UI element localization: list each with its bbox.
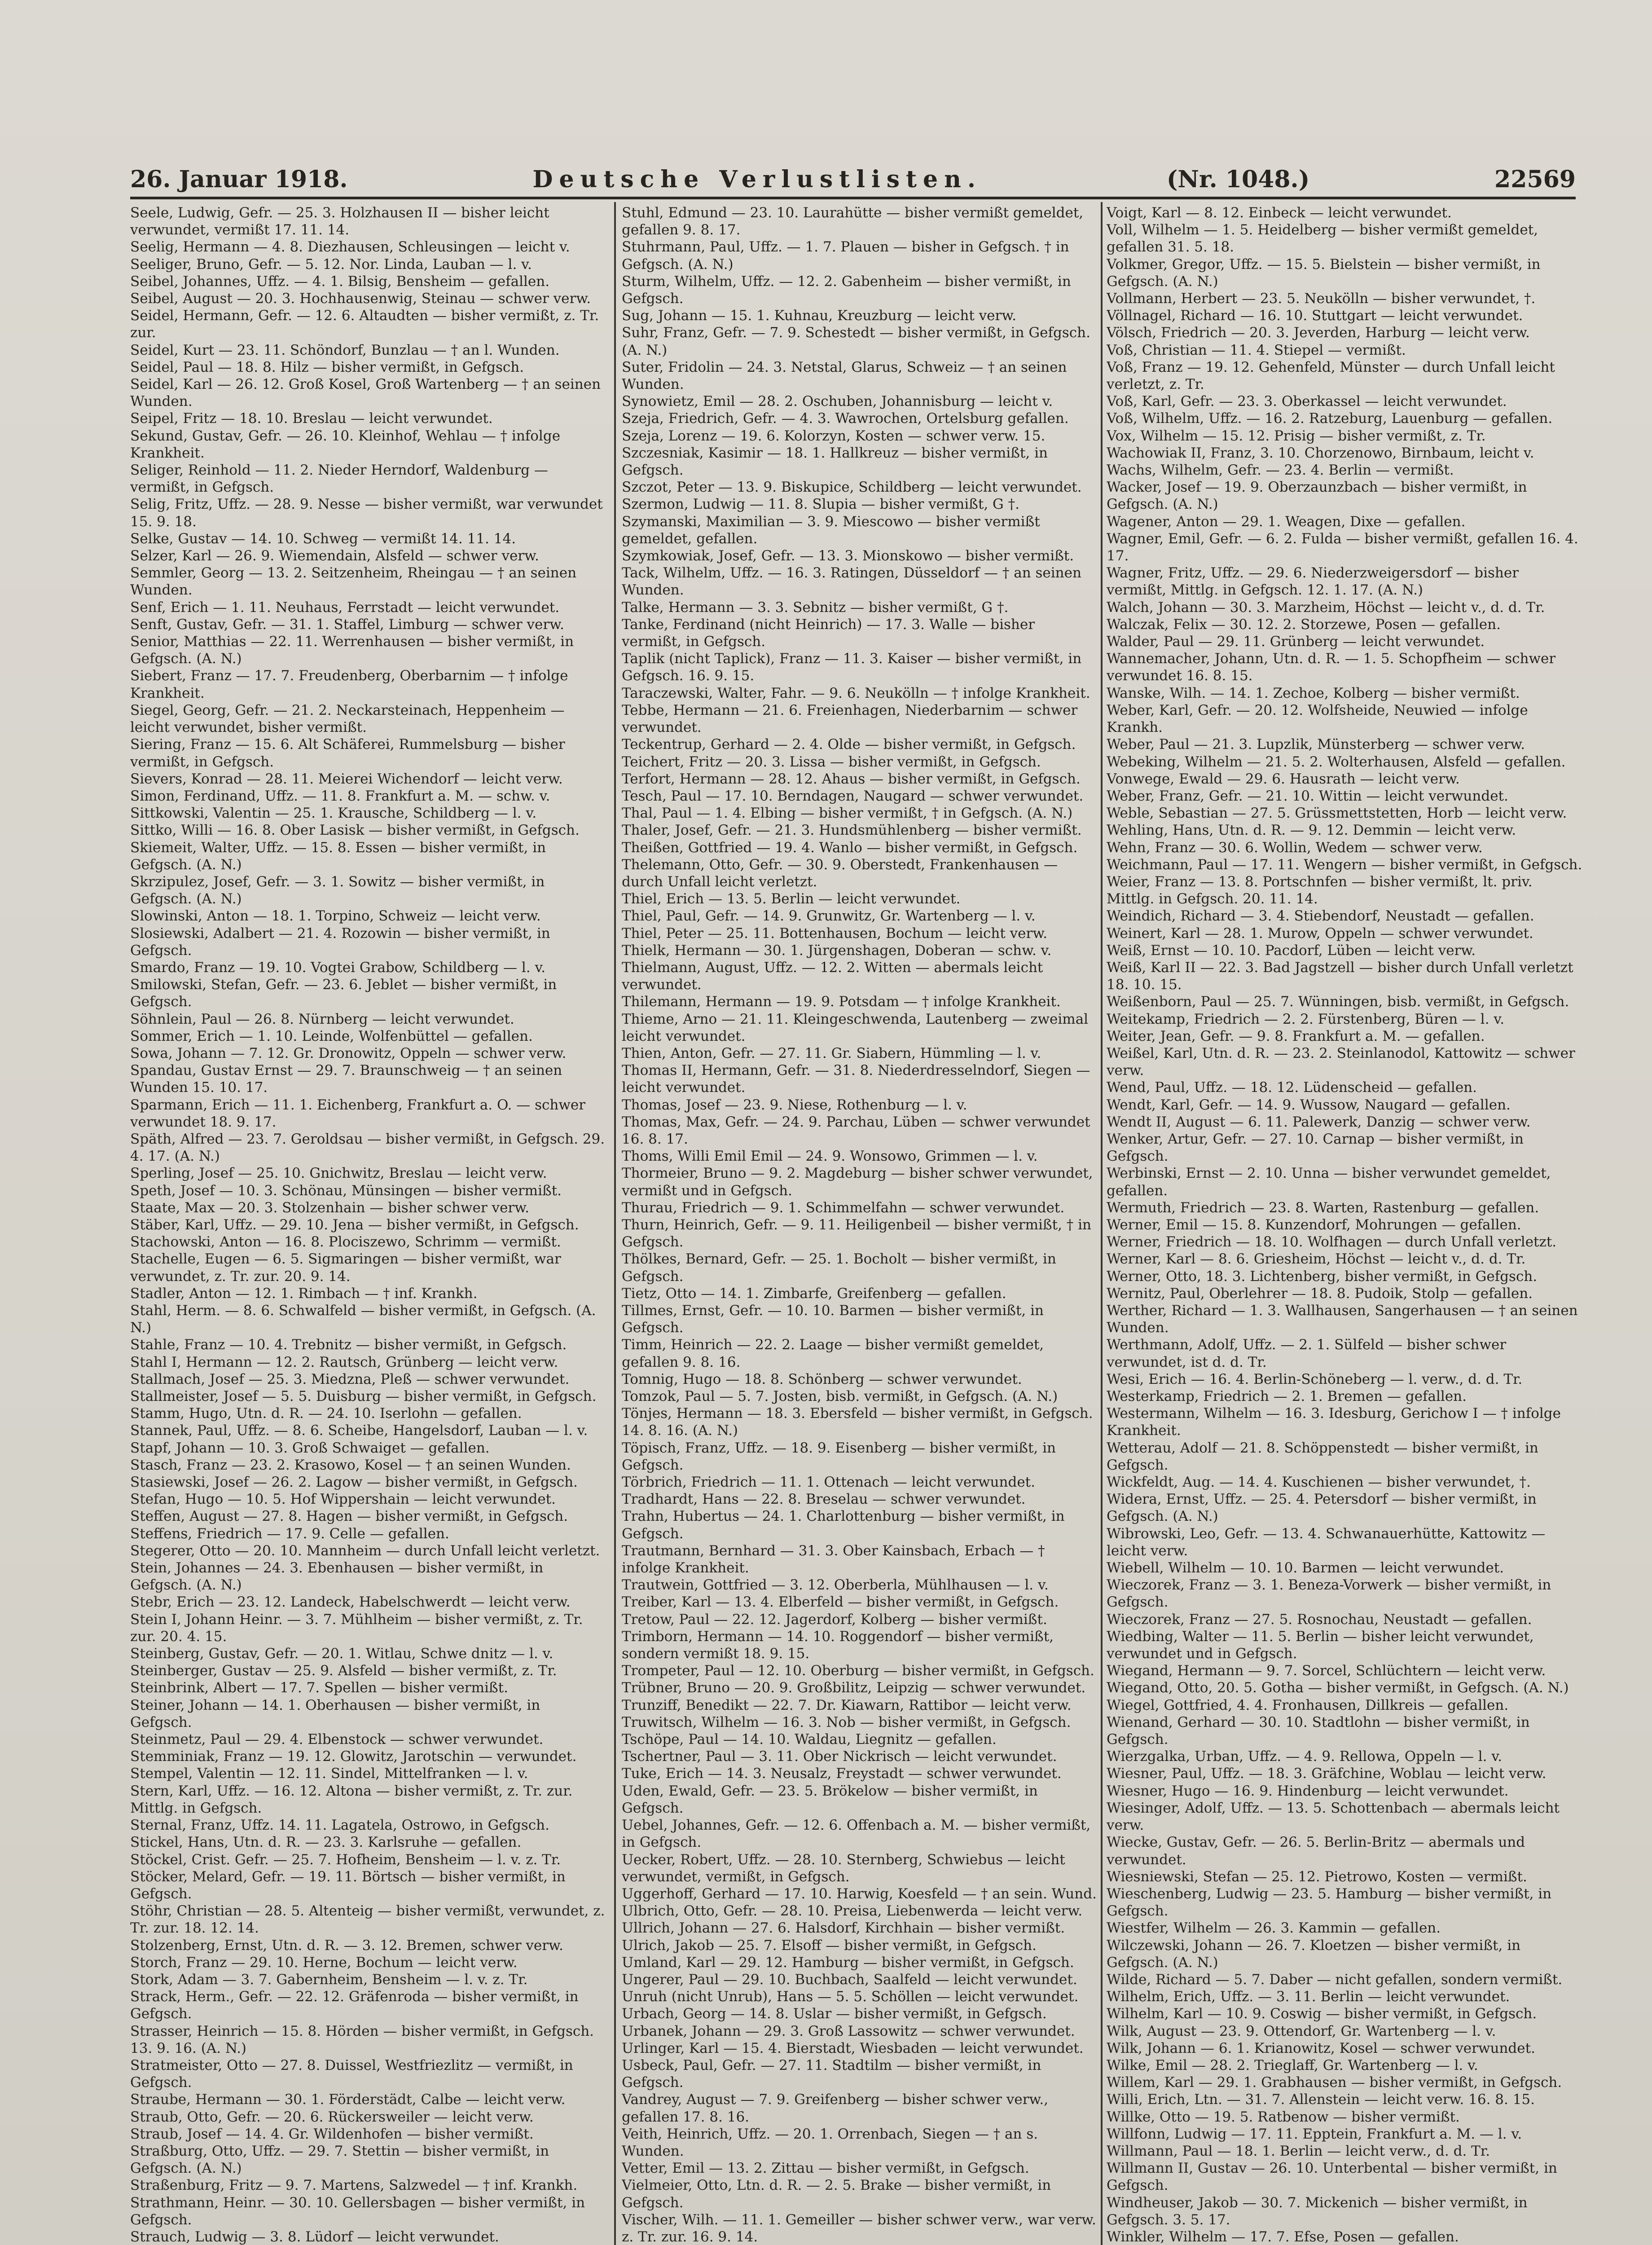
casualty-entry: Vonwege, Ewald — 29. 6. Hausrath — leicht verw. — [1107, 770, 1460, 787]
casualty-entry: Walczak, Felix — 30. 12. 2. Storzewe, Posen — gefallen. — [1107, 616, 1501, 633]
casualty-entry: Steffen, August — 27. 8. Hagen — bisher vermißt, in Gefgsch. — [130, 1508, 568, 1525]
casualty-entry: Wiesner, Paul, Uffz. — 18. 3. Gräfchine, Woblau — leicht verw. — [1107, 1765, 1547, 1782]
casualty-entry: Wagener, Anton — 29. 1. Weagen, Dixe — gefallen. — [1107, 513, 1466, 530]
column-3 — [1107, 204, 1582, 2245]
casualty-entry: Semmler, Georg — 13. 2. Seitzenheim, Rheingau — † an seinen Wunden. — [130, 565, 577, 599]
casualty-entry: Straßenburg, Fritz — 9. 7. Martens, Salzwedel — † inf. Krankh. — [130, 2177, 578, 2194]
casualty-entry: Wilk, August — 23. 9. Ottendorf, Gr. Wartenberg — l. v. — [1107, 2023, 1496, 2039]
casualty-entry: Umland, Karl — 29. 12. Hamburg — bisher vermißt, in Gefgsch. — [622, 1954, 1074, 1971]
casualty-entry: Timm, Heinrich — 22. 2. Laage — bisher vermißt gemeldet, gefallen 9. 8. 16. — [622, 1337, 1044, 1370]
casualty-entry: Sievers, Konrad — 28. 11. Meierei Wichendorf — leicht verw. — [130, 770, 563, 787]
column-divider — [614, 202, 616, 2245]
casualty-entry: Straub, Josef — 14. 4. Gr. Wildenhofen — bisher vermißt. — [130, 2126, 534, 2142]
casualty-entry: Synowietz, Emil — 28. 2. Oschuben, Johannisburg — leicht v. — [622, 393, 1053, 410]
casualty-entry: Wieczorek, Franz — 3. 1. Beneza-Vorwerk — bisher vermißt, in Gefgsch. — [1107, 1577, 1551, 1611]
casualty-entry: Trompeter, Paul — 12. 10. Oberburg — bisher vermißt, in Gefgsch. — [622, 1663, 1094, 1679]
casualty-entry: Selke, Gustav — 14. 10. Schweg — vermißt 14. 11. 14. — [130, 530, 516, 547]
casualty-entry: Tomnig, Hugo — 18. 8. Schönberg — schwer verwundet. — [622, 1371, 1022, 1387]
casualty-entry: Tack, Wilhelm, Uffz. — 16. 3. Ratingen, Düsseldorf — † an seinen Wunden. — [622, 565, 1081, 599]
casualty-entry: Töpisch, Franz, Uffz. — 18. 9. Eisenberg — bisher vermißt, in Gefgsch. — [622, 1439, 1056, 1473]
casualty-entry: Wiegand, Hermann — 9. 7. Sorcel, Schlüchtern — leicht verw. — [1107, 1663, 1546, 1679]
casualty-entry: Winkler, Wilhelm — 17. 7. Efse, Posen — gefallen. — [1107, 2228, 1459, 2245]
casualty-entry: Usbeck, Paul, Gefr. — 27. 11. Stadtilm — bisher vermißt, in Gefgsch. — [622, 2057, 1041, 2091]
casualty-entry: Speth, Josef — 10. 3. Schönau, Münsingen — bisher vermißt. — [130, 1182, 562, 1199]
casualty-entry: Wiegel, Gottfried, 4. 4. Fronhausen, Dillkreis — gefallen. — [1107, 1697, 1509, 1713]
casualty-entry: Steinmetz, Paul — 29. 4. Elbenstock — schwer verwundet. — [130, 1731, 544, 1748]
casualty-entry: Senft, Gustav, Gefr. — 31. 1. Staffel, Limburg — schwer verw. — [130, 616, 564, 633]
casualty-entry: Szczot, Peter — 13. 9. Biskupice, Schildberg — leicht verwundet. — [622, 479, 1082, 496]
casualty-entry: Thomas, Max, Gefr. — 24. 9. Parchau, Lüben — schwer verwundet 16. 8. 17. — [622, 1114, 1090, 1147]
casualty-entry: Voß, Franz — 19. 12. Gehenfeld, Münster — durch Unfall leicht verletzt, z. Tr. — [1107, 359, 1555, 393]
casualty-entry: Stasiewski, Josef — 26. 2. Lagow — bisher vermißt, in Gefgsch. — [130, 1474, 578, 1491]
casualty-entry: Thiel, Erich — 13. 5. Berlin — leicht verwundet. — [622, 891, 961, 907]
casualty-entry: Sittko, Willi — 16. 8. Ober Lasisk — bisher vermißt, in Gefgsch. — [130, 822, 580, 839]
casualty-entry: Seidel, Kurt — 23. 11. Schöndorf, Bunzlau — † an l. Wunden. — [130, 342, 560, 358]
casualty-entry: Teckentrup, Gerhard — 2. 4. Olde — bisher vermißt, in Gefgsch. — [622, 736, 1076, 753]
casualty-entry: Stern, Karl, Uffz. — 16. 12. Altona — bisher vermißt, z. Tr. zur. Mittlg. in Gefgsch. — [130, 1783, 573, 1816]
casualty-entry: Szymanski, Maximilian — 3. 9. Miescowo — bisher vermißt gemeldet, gefallen. — [622, 513, 1040, 547]
casualty-entry: Wernitz, Paul, Oberlehrer — 18. 8. Pudoik, Stolp — gefallen. — [1107, 1285, 1533, 1302]
casualty-entry: Vox, Wilhelm — 15. 12. Prisig — bisher vermißt, z. Tr. — [1107, 427, 1486, 444]
casualty-entry: Stallmach, Josef — 25. 3. Miedzna, Pleß — schwer verwundet. — [130, 1371, 570, 1387]
casualty-entry: Stamm, Hugo, Utn. d. R. — 24. 10. Iserlohn — gefallen. — [130, 1405, 522, 1422]
casualty-entry: Wiestfer, Wilhelm — 26. 3. Kammin — gefallen. — [1107, 1920, 1441, 1937]
casualty-entry: Weber, Paul — 21. 3. Lupzlik, Münsterberg — schwer verw. — [1107, 736, 1525, 753]
casualty-entry: Wend, Paul, Uffz. — 18. 12. Lüdenscheid — gefallen. — [1107, 1079, 1477, 1096]
casualty-entry: Siering, Franz — 15. 6. Alt Schäferei, Rummelsburg — bisher vermißt, in Gefgsch. — [130, 736, 565, 770]
casualty-entry: Wilde, Richard — 5. 7. Daber — nicht gefallen, sondern vermißt. — [1107, 1971, 1563, 1988]
casualty-entry: Wiesinger, Adolf, Uffz. — 13. 5. Schottenbach — abermals leicht verw. — [1107, 1800, 1560, 1834]
casualty-entry: Voigt, Karl — 8. 12. Einbeck — leicht verwundet. — [1107, 205, 1452, 221]
casualty-entry: Werner, Emil — 15. 8. Kunzendorf, Mohrungen — gefallen. — [1107, 1216, 1521, 1233]
casualty-entry: Sowa, Johann — 7. 12. Gr. Dronowitz, Oppeln — schwer verw. — [130, 1045, 567, 1061]
casualty-entry: Senf, Erich — 1. 11. Neuhaus, Ferrstadt — leicht verwundet. — [130, 599, 560, 616]
casualty-entry: Weichmann, Paul — 17. 11. Wengern — bisher vermißt, in Gefgsch. — [1107, 856, 1582, 873]
casualty-entry: Wilk, Johann — 6. 1. Krianowitz, Kosel — schwer verwundet. — [1107, 2040, 1535, 2056]
casualty-entry: Webeking, Wilhelm — 21. 5. 2. Wolterhausen, Alsfeld — gefallen. — [1107, 753, 1566, 770]
casualty-entry: Willem, Karl — 29. 1. Grabhausen — bisher vermißt, in Gefgsch. — [1107, 2074, 1562, 2091]
casualty-entry: Wagner, Emil, Gefr. — 6. 2. Fulda — bisher vermißt, gefallen 16. 4. 17. — [1107, 530, 1578, 564]
casualty-entry: Westerkamp, Friedrich — 2. 1. Bremen — gefallen. — [1107, 1388, 1467, 1405]
casualty-entry: Seipel, Fritz — 18. 10. Breslau — leicht verwundet. — [130, 410, 493, 427]
casualty-entry: Wiesniewski, Stefan — 25. 12. Pietrowo, Kosten — vermißt. — [1107, 1868, 1527, 1885]
casualty-entry: Wachowiak II, Franz, 3. 10. Chorzenowo, Birnbaum, leicht v. — [1107, 445, 1534, 461]
casualty-entry: Tanke, Ferdinand (nicht Heinrich) — 17. 3. Walle — bisher vermißt, in Gefgsch. — [622, 616, 1035, 650]
casualty-entry: Urlinger, Karl — 15. 4. Bierstadt, Wiesbaden — leicht verwundet. — [622, 2040, 1084, 2056]
casualty-entry: Strasser, Heinrich — 15. 8. Hörden — bisher vermißt, in Gefgsch. 13. 9. 16. (A. N.) — [130, 2023, 594, 2056]
casualty-entry: Weber, Karl, Gefr. — 20. 12. Wolfsheide, Neuwied — infolge Krankh. — [1107, 702, 1528, 736]
casualty-entry: Tesch, Paul — 17. 10. Berndagen, Naugard — schwer verwundet. — [622, 788, 1084, 804]
casualty-entry: Wehling, Hans, Utn. d. R. — 9. 12. Demmin — leicht verw. — [1107, 822, 1516, 839]
casualty-entry: Wilhelm, Karl — 10. 9. Coswig — bisher vermißt, in Gefgsch. — [1107, 2006, 1537, 2022]
casualty-entry: Weitekamp, Friedrich — 2. 2. Fürstenberg, Büren — l. v. — [1107, 1011, 1505, 1027]
casualty-entry: Stasch, Franz — 23. 2. Krasowo, Kosel — † an seinen Wunden. — [130, 1457, 571, 1473]
casualty-entry: Sternal, Franz, Uffz. 14. 11. Lagatela, Ostrowo, in Gefgsch. — [130, 1817, 549, 1834]
casualty-entry: Stachelle, Eugen — 6. 5. Sigmaringen — bisher vermißt, war verwundet, z. Tr. zur. 20. 9. 14. — [130, 1251, 561, 1285]
casualty-entry: Stapf, Johann — 10. 3. Groß Schwaiget — gefallen. — [130, 1439, 490, 1456]
casualty-entry: Seele, Ludwig, Gefr. — 25. 3. Holzhausen II — bisher leicht verwundet, vermißt 17. 11. 14. — [130, 205, 549, 238]
casualty-entry: Thelemann, Otto, Gefr. — 30. 9. Oberstedt, Frankenhausen — durch Unfall leicht verletzt. — [622, 856, 1058, 890]
casualty-entry: Stuhl, Edmund — 23. 10. Laurahütte — bisher vermißt gemeldet, gefallen 9. 8. 17. — [622, 205, 1084, 238]
casualty-entry: Sug, Johann — 15. 1. Kuhnau, Kreuzburg — leicht verw. — [622, 308, 1017, 324]
casualty-entry: Tschöpe, Paul — 14. 10. Waldau, Liegnitz — gefallen. — [622, 1731, 997, 1748]
casualty-entry: Thiel, Peter — 25. 11. Bottenhausen, Bochum — leicht verw. — [622, 925, 1048, 942]
casualty-entry: Thieme, Arno — 21. 11. Kleingeschwenda, Lautenberg — zweimal leicht verwundet. — [622, 1011, 1089, 1044]
casualty-entry: Werner, Karl — 8. 6. Griesheim, Höchst — leicht v., d. d. Tr. — [1107, 1251, 1526, 1268]
casualty-entry: Seidel, Hermann, Gefr. — 12. 6. Altaudten — bisher vermißt, z. Tr. zur. — [130, 308, 599, 341]
casualty-entry: Stork, Adam — 3. 7. Gabernheim, Bensheim — l. v. z. Tr. — [130, 1971, 528, 1988]
casualty-entry: Stöhr, Christian — 28. 5. Altenteig — bisher vermißt, verwundet, z. Tr. zur. 18. 12. 14. — [130, 1903, 605, 1937]
casualty-entry: Stäber, Karl, Uffz. — 29. 10. Jena — bisher vermißt, in Gefgsch. — [130, 1216, 579, 1233]
casualty-entry: Weber, Franz, Gefr. — 21. 10. Wittin — leicht verwundet. — [1107, 788, 1508, 804]
casualty-entry: Seelig, Hermann — 4. 8. Diezhausen, Schleusingen — leicht v. — [130, 239, 570, 255]
casualty-entry: Vandrey, August — 7. 9. Greifenberg — bisher schwer verw., gefallen 17. 8. 16. — [622, 2091, 1049, 2125]
casualty-entry: Trunziff, Benedikt — 22. 7. Dr. Kiawarn, Rattibor — leicht verw. — [622, 1697, 1072, 1713]
casualty-entry: Stahl I, Hermann — 12. 2. Rautsch, Grünberg — leicht verw. — [130, 1354, 558, 1370]
casualty-entry: Strauch, Ludwig — 3. 8. Lüdorf — leicht verwundet. — [130, 2228, 499, 2245]
casualty-entry: Siebert, Franz — 17. 7. Freudenberg, Oberbarnim — † infolge Krankheit. — [130, 668, 568, 701]
casualty-entry: Tönjes, Hermann — 18. 3. Ebersfeld — bisher vermißt, in Gefgsch. 14. 8. 16. (A. N.) — [622, 1405, 1093, 1439]
column-divider — [1101, 202, 1103, 2245]
casualty-entry: Senior, Matthias — 22. 11. Werrenhausen — bisher vermißt, in Gefgsch. (A. N.) — [130, 634, 574, 667]
casualty-entry: Späth, Alfred — 23. 7. Geroldsau — bisher vermißt, in Gefgsch. 29. 4. 17. (A. N.) — [130, 1131, 605, 1165]
casualty-entry: Voll, Wilhelm — 1. 5. Heidelberg — bisher vermißt gemeldet, gefallen 31. 5. 18. — [1107, 222, 1538, 255]
casualty-entry: Voß, Christian — 11. 4. Stiepel — vermißt. — [1107, 342, 1406, 358]
page-header — [130, 162, 1576, 193]
casualty-entry: Willfonn, Ludwig — 17. 11. Epptein, Frankfurt a. M. — l. v. — [1107, 2126, 1522, 2142]
casualty-entry: Wiecke, Gustav, Gefr. — 26. 5. Berlin-Britz — abermals und verwundet. — [1107, 1834, 1525, 1868]
casualty-entry: Stegerer, Otto — 20. 10. Mannheim — durch Unfall leicht verletzt. — [130, 1542, 600, 1559]
casualty-entry: Voß, Karl, Gefr. — 23. 3. Oberkassel — leicht verwundet. — [1107, 393, 1507, 410]
casualty-entry: Selig, Fritz, Uffz. — 28. 9. Nesse — bisher vermißt, war verwundet 15. 9. 18. — [130, 496, 603, 530]
casualty-entry: Willmann, Paul — 18. 1. Berlin — leicht verw., d. d. Tr. — [1107, 2143, 1490, 2159]
casualty-entry: Vollmann, Herbert — 23. 5. Neukölln — bisher verwundet, †. — [1107, 291, 1536, 307]
casualty-entry: Wetterau, Adolf — 21. 8. Schöppenstedt — bisher vermißt, in Gefgsch. — [1107, 1439, 1538, 1473]
casualty-entry: Werther, Richard — 1. 3. Wallhausen, Sangerhausen — † an seinen Wunden. — [1107, 1303, 1578, 1336]
casualty-entry: Stuhrmann, Paul, Uffz. — 1. 7. Plauen — bisher in Gefgsch. † in Gefgsch. (A. N.) — [622, 239, 1069, 273]
casualty-entry: Siegel, Georg, Gefr. — 21. 2. Neckarsteinach, Heppenheim — leicht verwundet, bisher vermißt. — [130, 702, 565, 736]
casualty-entry: Tretow, Paul — 22. 12. Jagerdorf, Kolberg — bisher vermißt. — [622, 1611, 1047, 1628]
casualty-entry: Wickfeldt, Aug. — 14. 4. Kuschienen — bisher verwundet, †. — [1107, 1474, 1531, 1491]
casualty-entry: Treiber, Karl — 13. 4. Elberfeld — bisher vermißt, in Gefgsch. — [622, 1594, 1059, 1611]
casualty-entry: Wannemacher, Johann, Utn. d. R. — 1. 5. Schopfheim — schwer verwundet 16. 8. 15. — [1107, 651, 1556, 684]
casualty-entry: Voß, Wilhelm, Uffz. — 16. 2. Ratzeburg, Lauenburg — gefallen. — [1107, 410, 1553, 427]
casualty-entry: Weiß, Karl II — 22. 3. Bad Jagstzell — bisher durch Unfall verletzt 18. 10. 15. — [1107, 959, 1573, 993]
casualty-entry: Urbach, Georg — 14. 8. Uslar — bisher vermißt, in Gefgsch. — [622, 2006, 1047, 2022]
casualty-entry: Wibrowski, Leo, Gefr. — 13. 4. Schwanauerhütte, Kattowitz — leicht verw. — [1107, 1525, 1546, 1559]
casualty-entry: Willi, Erich, Ltn. — 31. 7. Allenstein — leicht verw. 16. 8. 15. — [1107, 2091, 1535, 2108]
casualty-entry: Tuke, Erich — 14. 3. Neusalz, Freystadt — schwer verwundet. — [622, 1765, 1062, 1782]
page-number: 22569 — [1494, 166, 1576, 193]
casualty-entry: Windheuser, Jakob — 30. 7. Mickenich — bisher vermißt, in Gefgsch. 3. 5. 17. — [1107, 2194, 1528, 2228]
casualty-entry: Skrzipulez, Josef, Gefr. — 3. 1. Sowitz — bisher vermißt, in Gefgsch. (A. N.) — [130, 873, 545, 907]
casualty-entry: Thiel, Paul, Gefr. — 14. 9. Grunwitz, Gr. Wartenberg — l. v. — [622, 908, 1036, 924]
casualty-entry: Stöckel, Crist. Gefr. — 25. 7. Hofheim, Bensheim — l. v. z. Tr. — [130, 1851, 561, 1868]
casualty-entry: Storch, Franz — 29. 10. Herne, Bochum — leicht verw. — [130, 1954, 518, 1971]
casualty-entry: Teichert, Fritz — 20. 3. Lissa — bisher vermißt, in Gefgsch. — [622, 753, 1041, 770]
issue-number: (Nr. 1048.) — [1166, 166, 1310, 193]
casualty-entry: Vischer, Wilh. — 11. 1. Gemeiller — bisher schwer verw., war verw. z. Tr. zur. 16. 9. 14. — [622, 2211, 1096, 2245]
casualty-entry: Stadler, Anton — 12. 1. Rimbach — † inf. Krankh. — [130, 1285, 478, 1302]
casualty-entry: Wilhelm, Erich, Uffz. — 3. 11. Berlin — leicht verwundet. — [1107, 1989, 1510, 2005]
column-1 — [130, 204, 606, 2245]
header-rule — [130, 197, 1576, 199]
casualty-entry: Thoms, Willi Emil Emil — 24. 9. Wonsowo, Grimmen — l. v. — [622, 1148, 1038, 1165]
casualty-entry: Wiebell, Wilhelm — 10. 10. Barmen — leicht verwundet. — [1107, 1560, 1504, 1576]
casualty-entry: Stannek, Paul, Uffz. — 8. 6. Scheibe, Hangelsdorf, Lauban — l. v. — [130, 1422, 588, 1439]
casualty-entry: Willmann II, Gustav — 26. 10. Unterbental — bisher vermißt, in Gefgsch. — [1107, 2160, 1557, 2194]
casualty-entry: Vetter, Emil — 13. 2. Zittau — bisher vermißt, in Gefgsch. — [622, 2160, 1029, 2177]
casualty-entry: Szeja, Lorenz — 19. 6. Kolorzyn, Kosten — schwer verw. 15. — [622, 427, 1046, 444]
casualty-entry: Szeja, Friedrich, Gefr. — 4. 3. Wawrochen, Ortelsburg gefallen. — [622, 410, 1069, 427]
casualty-entry: Wacker, Josef — 19. 9. Oberzaunzbach — bisher vermißt, in Gefgsch. (A. N.) — [1107, 479, 1527, 513]
casualty-entry: Stahle, Franz — 10. 4. Trebnitz — bisher vermißt, in Gefgsch. — [130, 1337, 567, 1353]
casualty-entry: Smilowski, Stefan, Gefr. — 23. 6. Jeblet — bisher vermißt, in Gefgsch. — [130, 977, 557, 1010]
casualty-entry: Staate, Max — 20. 3. Stolzenhain — bisher schwer verw. — [130, 1199, 529, 1216]
casualty-entry: Trübner, Bruno — 20. 9. Großbilitz, Leipzig — schwer verwundet. — [622, 1680, 1086, 1696]
casualty-entry: Wagner, Fritz, Uffz. — 29. 6. Niederzweigersdorf — bisher vermißt, Mittlg. in Gefgsch. 12. 1. 17. (A. N.) — [1107, 565, 1519, 599]
casualty-entry: Trautwein, Gottfried — 3. 12. Oberberla, Mühlhausen — l. v. — [622, 1577, 1049, 1594]
casualty-entry: Ulrich, Jakob — 25. 7. Elsoff — bisher vermißt, in Gefgsch. — [622, 1937, 1037, 1954]
casualty-entry: Trahn, Hubertus — 24. 1. Charlottenburg — bisher vermißt, in Gefgsch. — [622, 1508, 1065, 1542]
casualty-entry: Werner, Otto, 18. 3. Lichtenberg, bisher vermißt, in Gefgsch. — [1107, 1268, 1538, 1285]
casualty-entry: Wesi, Erich — 16. 4. Berlin-Schöneberg — l. verw., d. d. Tr. — [1107, 1371, 1523, 1387]
casualty-entry: Unruh (nicht Unrub), Hans — 5. 5. Schöllen — leicht verwundet. — [622, 1989, 1079, 2005]
casualty-entry: Seibel, August — 20. 3. Hochhausenwig, Steinau — schwer verw. — [130, 291, 591, 307]
casualty-entry: Weble, Sebastian — 27. 5. Grüssmettstetten, Horb — leicht verw. — [1107, 805, 1567, 822]
casualty-entry: Thomas, Josef — 23. 9. Niese, Rothenburg — l. v. — [622, 1096, 967, 1113]
casualty-entry: Weinert, Karl — 28. 1. Murow, Oppeln — schwer verwundet. — [1107, 925, 1533, 942]
casualty-entry: Stöcker, Melard, Gefr. — 19. 11. Börtsch — bisher vermißt, in Gefgsch. — [130, 1868, 566, 1902]
casualty-entry: Wilke, Emil — 28. 2. Trieglaff, Gr. Wartenberg — l. v. — [1107, 2057, 1478, 2073]
casualty-entry: Thurau, Friedrich — 9. 1. Schimmelfahn — schwer verwundet. — [622, 1199, 1065, 1216]
casualty-entry: Werbinski, Ernst — 2. 10. Unna — bisher verwundet gemeldet, gefallen. — [1107, 1165, 1551, 1199]
casualty-entry: Stempel, Valentin — 12. 11. Sindel, Mittelfranken — l. v. — [130, 1765, 528, 1782]
casualty-entry: Sekund, Gustav, Gefr. — 26. 10. Kleinhof, Wehlau — † infolge Krankheit. — [130, 427, 561, 461]
casualty-entry: Spandau, Gustav Ernst — 29. 7. Braunschweig — † an seinen Wunden 15. 10. 17. — [130, 1062, 562, 1096]
casualty-entry: Simon, Ferdinand, Uffz. — 11. 8. Frankfurt a. M. — schw. v. — [130, 788, 550, 804]
publication-title: Deutsche Verlustlisten. — [532, 166, 982, 193]
casualty-entry: Walch, Johann — 30. 3. Marzheim, Höchst — leicht v., d. d. Tr. — [1107, 599, 1545, 616]
casualty-entry: Straub, Otto, Gefr. — 20. 6. Rückersweiler — leicht verw. — [130, 2109, 534, 2125]
casualty-entry: Steinberg, Gustav, Gefr. — 20. 1. Witlau, Schwe dnitz — l. v. — [130, 1646, 554, 1662]
casualty-entry: Tebbe, Hermann — 21. 6. Freienhagen, Niederbarnim — schwer verwundet. — [622, 702, 1078, 736]
casualty-entry: Skiemeit, Walter, Uffz. — 15. 8. Essen — bisher vermißt, in Gefgsch. (A. N.) — [130, 839, 546, 873]
casualty-entry: Stahl, Herm. — 8. 6. Schwalfeld — bisher vermißt, in Gefgsch. (A. N.) — [130, 1303, 596, 1336]
casualty-entry: Steffens, Friedrich — 17. 9. Celle — gefallen. — [130, 1525, 449, 1542]
casualty-entry: Weindich, Richard — 3. 4. Stiebendorf, Neustadt — gefallen. — [1107, 908, 1534, 924]
casualty-entry: Tietz, Otto — 14. 1. Zimbarfe, Greifenberg — gefallen. — [622, 1285, 1006, 1302]
casualty-entry: Seliger, Reinhold — 11. 2. Nieder Herndorf, Waldenburg — vermißt, in Gefgsch. — [130, 462, 548, 496]
casualty-entry: Sittkowski, Valentin — 25. 1. Krausche, Schildberg — l. v. — [130, 805, 537, 822]
casualty-entry: Thielmann, August, Uffz. — 12. 2. Witten — abermals leicht verwundet. — [622, 959, 1043, 993]
casualty-entry: Stebr, Erich — 23. 12. Landeck, Habelschwerdt — leicht verw. — [130, 1594, 571, 1611]
casualty-entry: Ungerer, Paul — 29. 10. Buchbach, Saalfeld — leicht verwundet. — [622, 1971, 1077, 1988]
casualty-entry: Stickel, Hans, Utn. d. R. — 23. 3. Karlsruhe — gefallen. — [130, 1834, 522, 1851]
casualty-entry: Straube, Hermann — 30. 1. Förderstädt, Calbe — leicht verw. — [130, 2091, 566, 2108]
casualty-entry: Stachowski, Anton — 16. 8. Plociszewo, Schrimm — vermißt. — [130, 1234, 561, 1250]
casualty-entry: Tillmes, Ernst, Gefr. — 10. 10. Barmen — bisher vermißt, in Gefgsch. — [622, 1303, 1044, 1336]
casualty-entry: Volkmer, Gregor, Uffz. — 15. 5. Bielstein — bisher vermißt, in Gefgsch. (A. N.) — [1107, 256, 1541, 290]
casualty-entry: Wachs, Wilhelm, Gefr. — 23. 4. Berlin — vermißt. — [1107, 462, 1454, 479]
casualty-entry: Weißel, Karl, Utn. d. R. — 23. 2. Steinlanodol, Kattowitz — schwer verw. — [1107, 1045, 1575, 1079]
casualty-entry: Thomas II, Hermann, Gefr. — 31. 8. Niederdresselndorf, Siegen — leicht verwundet. — [622, 1062, 1090, 1096]
casualty-entry: Werthmann, Adolf, Uffz. — 2. 1. Sülfeld — bisher schwer verwundet, ist d. d. Tr. — [1107, 1337, 1507, 1370]
casualty-entry: Seidel, Paul — 18. 8. Hilz — bisher vermißt, in Gefgsch. — [130, 359, 524, 375]
casualty-entry: Sommer, Erich — 1. 10. Leinde, Wolfenbüttel — gefallen. — [130, 1028, 533, 1044]
casualty-entry: Wilczewski, Johann — 26. 7. Kloetzen — bisher vermißt, in Gefgsch. (A. N.) — [1107, 1937, 1521, 1971]
casualty-entry: Wienand, Gerhard — 30. 10. Stadtlohn — bisher vermißt, in Gefgsch. — [1107, 1714, 1530, 1748]
casualty-entry: Weißenborn, Paul — 25. 7. Wünningen, bisb. vermißt, in Gefgsch. — [1107, 994, 1569, 1010]
casualty-entry: Wanske, Wilh. — 14. 1. Zechoe, Kolberg — bisher vermißt. — [1107, 685, 1520, 701]
casualty-entry: Stallmeister, Josef — 5. 5. Duisburg — bisher vermißt, in Gefgsch. — [130, 1388, 597, 1405]
casualty-entry: Ulbrich, Otto, Gefr. — 28. 10. Preisa, Liebenwerda — leicht verw. — [622, 1903, 1083, 1919]
casualty-entry: Uden, Ewald, Gefr. — 23. 5. Brökelow — bisher vermißt, in Gefgsch. — [622, 1783, 1038, 1816]
casualty-entry: Wermuth, Friedrich — 23. 8. Warten, Rastenburg — gefallen. — [1107, 1199, 1539, 1216]
casualty-entry: Truwitsch, Wilhelm — 16. 3. Nob — bisher vermißt, in Gefgsch. — [622, 1714, 1071, 1730]
casualty-entry: Talke, Hermann — 3. 3. Sebnitz — bisher vermißt, G †. — [622, 599, 1009, 616]
casualty-entry: Sperling, Josef — 25. 10. Gnichwitz, Breslau — leicht verw. — [130, 1165, 547, 1182]
casualty-entry: Widera, Ernst, Uffz. — 25. 4. Petersdorf — bisher vermißt, in Gefgsch. (A. N.) — [1107, 1491, 1537, 1525]
casualty-entry: Wiesner, Hugo — 16. 9. Hindenburg — leicht verwundet. — [1107, 1783, 1509, 1799]
casualty-entry: Thaler, Josef, Gefr. — 21. 3. Hundsmühlenberg — bisher vermißt. — [622, 822, 1082, 839]
casualty-entry: Ullrich, Johann — 27. 6. Halsdorf, Kirchhain — bisher vermißt. — [622, 1920, 1065, 1937]
casualty-entry: Stolzenberg, Ernst, Utn. d. R. — 3. 12. Bremen, schwer verw. — [130, 1937, 563, 1954]
casualty-entry: Völsch, Friedrich — 20. 3. Jeverden, Harburg — leicht verw. — [1107, 325, 1530, 341]
casualty-entry: Taplik (nicht Taplick), Franz — 11. 3. Kaiser — bisher vermißt, in Gefgsch. 16. 9. 15. — [622, 651, 1082, 684]
casualty-entry: Wehn, Franz — 30. 6. Wollin, Wedem — schwer verw. — [1107, 839, 1483, 856]
casualty-entry: Weier, Franz — 13. 8. Portschnfen — bisher vermißt, lt. priv. Mittlg. in Gefgsch. 20. 11. 14. — [1107, 873, 1533, 907]
casualty-entry: Szczesniak, Kasimir — 18. 1. Hallkreuz — bisher vermißt, in Gefgsch. — [622, 445, 1048, 479]
casualty-entry: Thurn, Heinrich, Gefr. — 9. 11. Heiligenbeil — bisher vermißt, † in Gefgsch. — [622, 1216, 1092, 1250]
casualty-entry: Tomzok, Paul — 5. 7. Josten, bisb. vermißt, in Gefgsch. (A. N.) — [622, 1388, 1058, 1405]
casualty-entry: Szymkowiak, Josef, Gefr. — 13. 3. Mionskowo — bisher vermißt. — [622, 548, 1074, 564]
casualty-entry: Stein, Johannes — 24. 3. Ebenhausen — bisher vermißt, in Gefgsch. (A. N.) — [130, 1560, 544, 1594]
casualty-entry: Suter, Fridolin — 24. 3. Netstal, Glarus, Schweiz — † an seinen Wunden. — [622, 359, 1067, 393]
casualty-entry: Stratmeister, Otto — 27. 8. Duissel, Westfriezlitz — vermißt, in Gefgsch. — [130, 2057, 573, 2091]
casualty-entry: Tschertner, Paul — 3. 11. Ober Nickrisch — leicht verwundet. — [622, 1748, 1057, 1765]
casualty-entry: Thielk, Hermann — 30. 1. Jürgenshagen, Doberan — schw. v. — [622, 942, 1052, 959]
casualty-entry: Wendt II, August — 6. 11. Palewerk, Danzig — schwer verw. — [1107, 1114, 1531, 1130]
casualty-entry: Strack, Herm., Gefr. — 22. 12. Gräfenroda — bisher vermißt, in Gefgsch. — [130, 1989, 579, 2022]
casualty-entry: Wendt, Karl, Gefr. — 14. 9. Wussow, Naugard — gefallen. — [1107, 1096, 1511, 1113]
casualty-entry: Wierzgalka, Urban, Uffz. — 4. 9. Rellowa, Oppeln — l. v. — [1107, 1748, 1503, 1765]
casualty-entry: Sturm, Wilhelm, Uffz. — 12. 2. Gabenheim — bisher vermißt, in Gefgsch. — [622, 273, 1071, 307]
casualty-entry: Trautmann, Bernhard — 31. 3. Ober Kainsbach, Erbach — † infolge Krankheit. — [622, 1542, 1045, 1576]
casualty-entry: Weiß, Ernst — 10. 10. Pacdorf, Lüben — leicht verw. — [1107, 942, 1476, 959]
casualty-entry: Vielmeier, Otto, Ltn. d. R. — 2. 5. Brake — bisher vermißt, in Gefgsch. — [622, 2177, 1051, 2211]
casualty-entry: Walder, Paul — 29. 11. Grünberg — leicht verwundet. — [1107, 634, 1485, 650]
issue-date: 26. Januar 1918. — [130, 166, 348, 193]
casualty-entry: Uebel, Johannes, Gefr. — 12. 6. Offenbach a. M. — bisher vermißt, in Gefgsch. — [622, 1817, 1091, 1851]
casualty-entry: Seeliger, Bruno, Gefr. — 5. 12. Nor. Linda, Lauban — l. v. — [130, 256, 532, 273]
casualty-entry: Steiner, Johann — 14. 1. Oberhausen — bisher vermißt, in Gefgsch. — [130, 1697, 540, 1730]
casualty-entry: Taraczewski, Walter, Fahr. — 9. 6. Neukölln — † infolge Krankheit. — [622, 685, 1090, 701]
casualty-entry: Wiegand, Otto, 20. 5. Gotha — bisher vermißt, in Gefgsch. (A. N.) — [1107, 1680, 1569, 1696]
casualty-entry: Willke, Otto — 19. 5. Ratbenow — bisher vermißt. — [1107, 2109, 1460, 2125]
casualty-entry: Thien, Anton, Gefr. — 27. 11. Gr. Siabern, Hümmling — l. v. — [622, 1045, 1041, 1061]
casualty-entry: Theißen, Gottfried — 19. 4. Wanlo — bisher vermißt, in Gefgsch. — [622, 839, 1078, 856]
casualty-entry: Seibel, Johannes, Uffz. — 4. 1. Bilsig, Bensheim — gefallen. — [130, 273, 550, 290]
casualty-entry: Seidel, Karl — 26. 12. Groß Kosel, Groß Wartenberg — † an seinen Wunden. — [130, 376, 601, 410]
casualty-entry: Uggerhoff, Gerhard — 17. 10. Harwig, Koesfeld — † an sein. Wund. — [622, 1885, 1097, 1902]
casualty-entry: Urbanek, Johann — 29. 3. Groß Lassowitz — schwer verwundet. — [622, 2023, 1075, 2039]
casualty-entry: Szermon, Ludwig — 11. 8. Slupia — bisher vermißt, G †. — [622, 496, 1019, 513]
casualty-entry: Smardo, Franz — 19. 10. Vogtei Grabow, Schildberg — l. v. — [130, 959, 546, 976]
casualty-entry: Tradhardt, Hans — 22. 8. Breselau — schwer verwundet. — [622, 1491, 1026, 1508]
casualty-entry: Steinberger, Gustav — 25. 9. Alsfeld — bisher vermißt, z. Tr. — [130, 1663, 557, 1679]
casualty-entry: Wenker, Artur, Gefr. — 27. 10. Carnap — bisher vermißt, in Gefgsch. — [1107, 1131, 1524, 1165]
casualty-entry: Weiter, Jean, Gefr. — 9. 8. Frankfurt a. M. — gefallen. — [1107, 1028, 1485, 1044]
casualty-entry: Straßburg, Otto, Uffz. — 29. 7. Stettin — bisher vermißt, in Gefgsch. (A. N.) — [130, 2143, 549, 2177]
casualty-entry: Selzer, Karl — 26. 9. Wiemendain, Alsfeld — schwer verw. — [130, 548, 539, 564]
casualty-entry: Strathmann, Heinr. — 30. 10. Gellersbagen — bisher vermißt, in Gefgsch. — [130, 2194, 585, 2228]
casualty-entry: Slosiewski, Adalbert — 21. 4. Rozowin — bisher vermißt, in Gefgsch. — [130, 925, 550, 959]
casualty-entry: Suhr, Franz, Gefr. — 7. 9. Schestedt — bisher vermißt, in Gefgsch. (A. N.) — [622, 325, 1090, 358]
casualty-entry: Werner, Friedrich — 18. 10. Wolfhagen — durch Unfall verletzt. — [1107, 1234, 1557, 1250]
casualty-entry: Wieczorek, Franz — 27. 5. Rosnochau, Neustadt — gefallen. — [1107, 1611, 1532, 1628]
casualty-entry: Slowinski, Anton — 18. 1. Torpino, Schweiz — leicht verw. — [130, 908, 541, 924]
casualty-entry: Sparmann, Erich — 11. 1. Eichenberg, Frankfurt a. O. — schwer verwundet 18. 9. 17. — [130, 1096, 586, 1130]
casualty-entry: Völlnagel, Richard — 16. 10. Stuttgart — leicht verwundet. — [1107, 308, 1523, 324]
casualty-entry: Veith, Heinrich, Uffz. — 20. 1. Orrenbach, Siegen — † an s. Wunden. — [622, 2126, 1038, 2159]
casualty-entry: Stefan, Hugo — 10. 5. Hof Wippershain — leicht verwundet. — [130, 1491, 556, 1508]
casualty-entry: Uecker, Robert, Uffz. — 28. 10. Sternberg, Schwiebus — leicht verwundet, vermißt, in Gefgsch. — [622, 1851, 1065, 1885]
casualty-entry: Wiedbing, Walter — 11. 5. Berlin — bisher leicht verwundet, verwundet und in Gefgsch. — [1107, 1628, 1534, 1662]
casualty-entry: Söhnlein, Paul — 26. 8. Nürnberg — leicht verwundet. — [130, 1011, 514, 1027]
casualty-entry: Stein I, Johann Heinr. — 3. 7. Mühlheim — bisher vermißt, z. Tr. zur. 20. 4. 15. — [130, 1611, 583, 1645]
column-2 — [622, 204, 1098, 2245]
casualty-entry: Thormeier, Bruno — 9. 2. Magdeburg — bisher schwer verwundet, vermißt und in Gefgsch. — [622, 1165, 1093, 1199]
casualty-entry: Thölkes, Bernard, Gefr. — 25. 1. Bocholt — bisher vermißt, in Gefgsch. — [622, 1251, 1056, 1285]
casualty-entry: Törbrich, Friedrich — 11. 1. Ottenach — leicht verwundet. — [622, 1474, 1035, 1491]
casualty-entry: Steinbrink, Albert — 17. 7. Spellen — bisher vermißt. — [130, 1680, 508, 1696]
casualty-entry: Stemminiak, Franz — 19. 12. Glowitz, Jarotschin — verwundet. — [130, 1748, 577, 1765]
casualty-entry: Trimborn, Hermann — 14. 10. Roggendorf — bisher vermißt, sondern vermißt 18. 9. 15. — [622, 1628, 1054, 1662]
casualty-entry: Thal, Paul — 1. 4. Elbing — bisher vermißt, † in Gefgsch. (A. N.) — [622, 805, 1073, 822]
casualty-entry: Wieschenberg, Ludwig — 23. 5. Hamburg — bisher vermißt, in Gefgsch. — [1107, 1885, 1552, 1919]
casualty-entry: Terfort, Hermann — 28. 12. Ahaus — bisher vermißt, in Gefgsch. — [622, 770, 1081, 787]
casualty-entry: Thilemann, Hermann — 19. 9. Potsdam — † infolge Krankheit. — [622, 994, 1061, 1010]
casualty-entry: Westermann, Wilhelm — 16. 3. Idesburg, Gerichow I — † infolge Krankheit. — [1107, 1405, 1561, 1439]
